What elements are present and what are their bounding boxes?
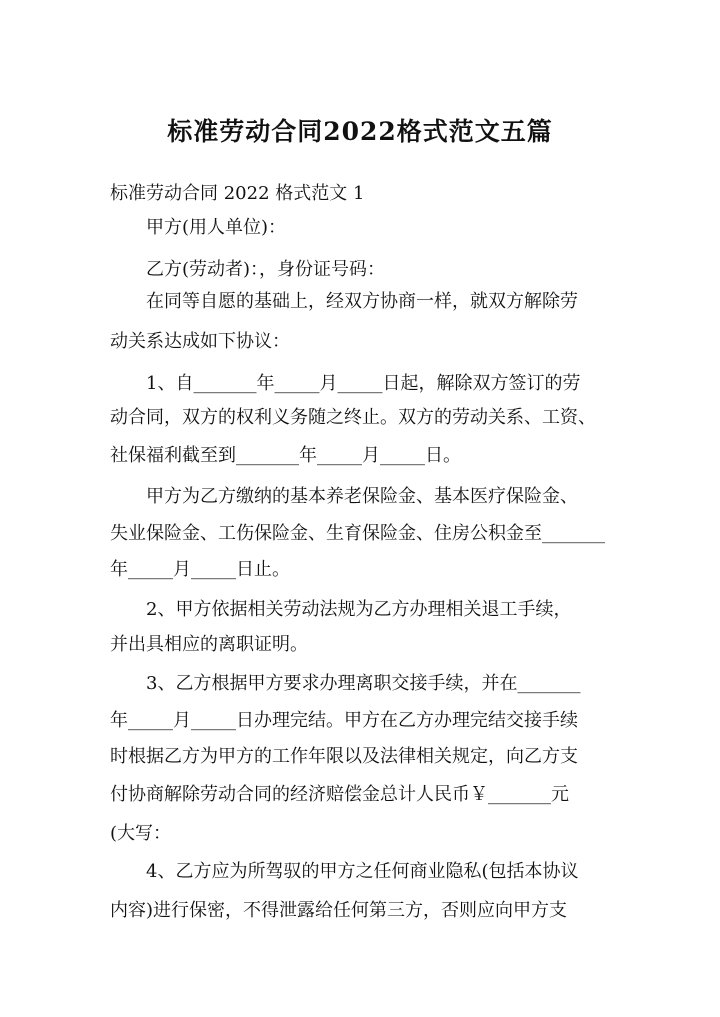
section-heading: 标准劳动合同 2022 格式范文 1 (110, 183, 365, 204)
party-a-line: 甲方(用人单位)： (146, 217, 287, 238)
clause-line: 时根据乙方为甲方的工作年限以及法律相关规定，向乙方支 (110, 746, 578, 767)
party-b-line: 乙方(劳动者)：，身份证号码： (146, 259, 386, 280)
paragraph-line: 年_____月_____日止。 (110, 559, 290, 580)
clause-line: 内容)进行保密，不得泄露给任何第三方，否则应向甲方支 (110, 900, 568, 921)
clause-line: 3、乙方根据甲方要求办理离职交接手续，并在_______ (146, 673, 581, 694)
paragraph-line: 在同等自愿的基础上，经双方协商一样，就双方解除劳 (146, 291, 578, 312)
clause-line: 社保福利截至到_______年_____月_____日。 (110, 445, 461, 466)
clause-line: (大写： (110, 823, 172, 844)
paragraph-line: 失业保险金、工伤保险金、生育保险金、住房公积金至_______ (110, 523, 605, 544)
paragraph-line: 动关系达成如下协议： (110, 331, 290, 352)
clause-line: 4、乙方应为所驾驭的甲方之任何商业隐私(包括本协议 (146, 861, 579, 882)
clause-line: 2、甲方依据相关劳动法规为乙方办理相关退工手续， (146, 599, 572, 620)
clause-line: 1、自_______年_____月_____日起，解除双方签订的劳 (146, 373, 581, 394)
document-title: 标准劳动合同2022格式范文五篇 (167, 117, 553, 146)
paragraph-line: 甲方为乙方缴纳的基本养老保险金、基本医疗保险金、 (146, 486, 578, 507)
clause-line: 付协商解除劳动合同的经济赔偿金总计人民币￥_______元 (110, 784, 569, 805)
clause-line: 并出具相应的离职证明。 (110, 634, 308, 655)
clause-line: 年_____月_____日办理完结。甲方在乙方办理完结交接手续 (110, 710, 578, 731)
clause-line: 动合同，双方的权利义务随之终止。双方的劳动关系、工资、 (110, 407, 596, 428)
